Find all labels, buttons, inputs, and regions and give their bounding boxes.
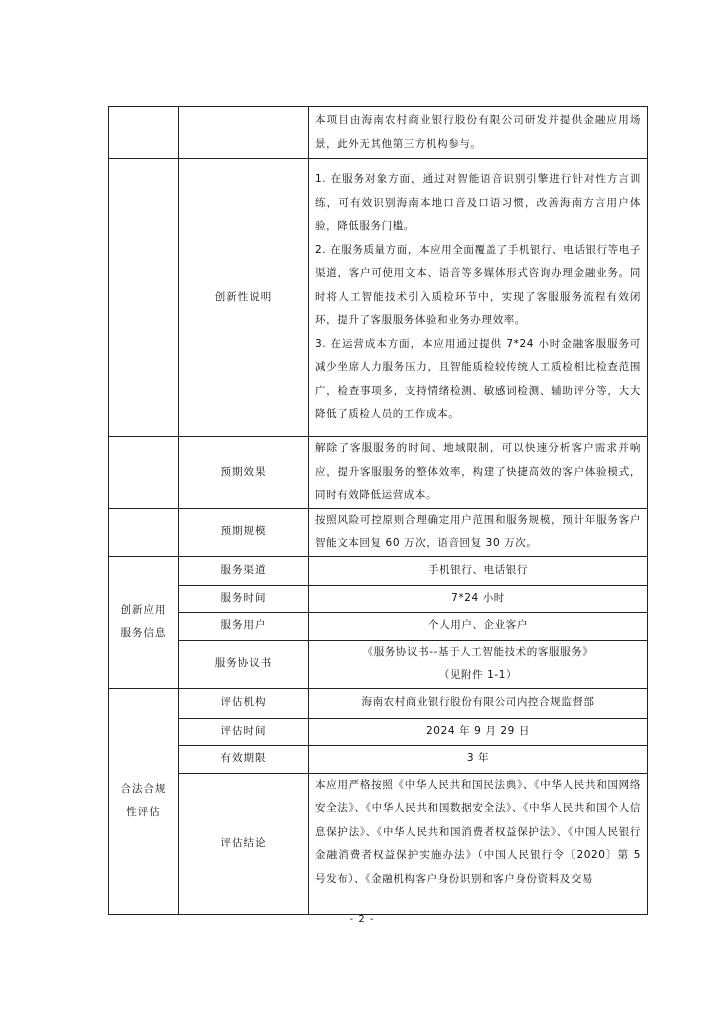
eval-time-label: 评估时间 <box>179 718 309 745</box>
table-row <box>109 640 648 688</box>
channel-label: 服务渠道 <box>179 556 309 585</box>
group-cell-empty <box>109 159 179 437</box>
innovation-point-1: 1. 在服务对象方面，通过对智能语音识别引擎进行针对性方言训练，可有效识别海南本地口音及口语习惯，改善海南方言用户体验，降低服务门槛。 <box>315 173 641 233</box>
conclusion-text: 本应用严格按照《中华人民共和国民法典》、《中华人民共和国网络安全法》、《中华人民共和国数据安全法》、《中华人民共和国个人信息保护法》、《中华人民共和国消费者权益保护法》、《中国人民银行金融消费者权益保护实施办法》（中国人民银行令〔2020〕第 5 号发布）、《金融机构客户身份识别和客户身份资料及交易 <box>315 778 641 885</box>
innovation-point-2: 2. 在服务质量方面，本应用全面覆盖了手机银行、电话银行等电子渠道，客户可使用文本、语音等多媒体形式咨询办理金融业务。同时将人工智能技术引入质检环节中，实现了客服服务流程有效闭环，提升了客服服务体验和业务办理效率。 <box>315 243 641 327</box>
conclusion-label: 评估结论 <box>179 773 309 914</box>
service-time-label: 服务时间 <box>179 585 309 612</box>
channel-value: 手机银行、电话银行 <box>309 556 648 585</box>
table-row <box>109 585 648 612</box>
label-cell-empty <box>179 107 309 159</box>
compliance-group-label <box>109 688 179 914</box>
effect-text: 解除了客服服务的时间、地域限制，可以快速分析客户需求并响应，提升客服服务的整体效率，构建了快捷高效的客户体验模式，同时有效降低运营成本。 <box>315 442 641 501</box>
table-row <box>109 556 648 585</box>
eval-org-value: 海南农村商业银行股份有限公司内控合规监督部 <box>309 688 648 718</box>
table-row <box>109 773 648 914</box>
scale-value <box>309 508 648 556</box>
agreement-value <box>309 640 648 688</box>
conclusion-value <box>309 773 648 914</box>
table-row <box>109 688 648 718</box>
compliance-group-text: 合法合规性评估 <box>120 782 167 818</box>
project-info-table <box>108 106 648 915</box>
service-users-label: 服务用户 <box>179 612 309 640</box>
validity-label: 有效期限 <box>179 745 309 773</box>
scale-text: 按照风险可控原则合理确定用户范围和服务规模，预计年服务客户智能文本回复 60 万次，语音回复 30 万次。 <box>315 513 641 549</box>
agreement-attachment-ref: （见附件 1-1） <box>438 669 518 681</box>
group-cell-empty <box>109 437 179 509</box>
eval-org-label: 评估机构 <box>179 688 309 718</box>
effect-label: 预期效果 <box>179 437 309 509</box>
table-row <box>109 745 648 773</box>
service-info-group-label <box>109 556 179 688</box>
group-cell-empty <box>109 107 179 159</box>
table-row <box>109 437 648 509</box>
scale-label: 预期规模 <box>179 508 309 556</box>
participants-value <box>309 107 648 159</box>
innovation-value <box>309 159 648 437</box>
table-row <box>109 612 648 640</box>
service-users-value: 个人用户、企业客户 <box>309 612 648 640</box>
group-cell-empty <box>109 508 179 556</box>
participants-text: 本项目由海南农村商业银行股份有限公司研发并提供金融应用场景，此外无其他第三方机构参与。 <box>315 114 641 150</box>
table-row <box>109 508 648 556</box>
agreement-title: 《服务协议书--基于人工智能技术的客服服务》 <box>362 645 594 658</box>
service-info-group-text: 创新应用服务信息 <box>120 603 167 639</box>
eval-time-value: 2024 年 9 月 29 日 <box>309 718 648 745</box>
table-row <box>109 107 648 159</box>
table-row <box>109 718 648 745</box>
validity-value: 3 年 <box>309 745 648 773</box>
effect-value <box>309 437 648 509</box>
table-row <box>109 159 648 437</box>
page-number: - 2 - <box>349 914 375 925</box>
service-time-value: 7*24 小时 <box>309 585 648 612</box>
agreement-label: 服务协议书 <box>179 640 309 688</box>
innovation-label: 创新性说明 <box>179 159 309 437</box>
innovation-point-3: 3. 在运营成本方面，本应用通过提供 7*24 小时金融客服服务可减少坐席人力服务压力，且智能质检较传统人工质检相比检查范围广，检查事项多，支持情绪检测、敏感词检测、辅助评分等，大大降低了质检人员的工作成本。 <box>315 337 641 421</box>
